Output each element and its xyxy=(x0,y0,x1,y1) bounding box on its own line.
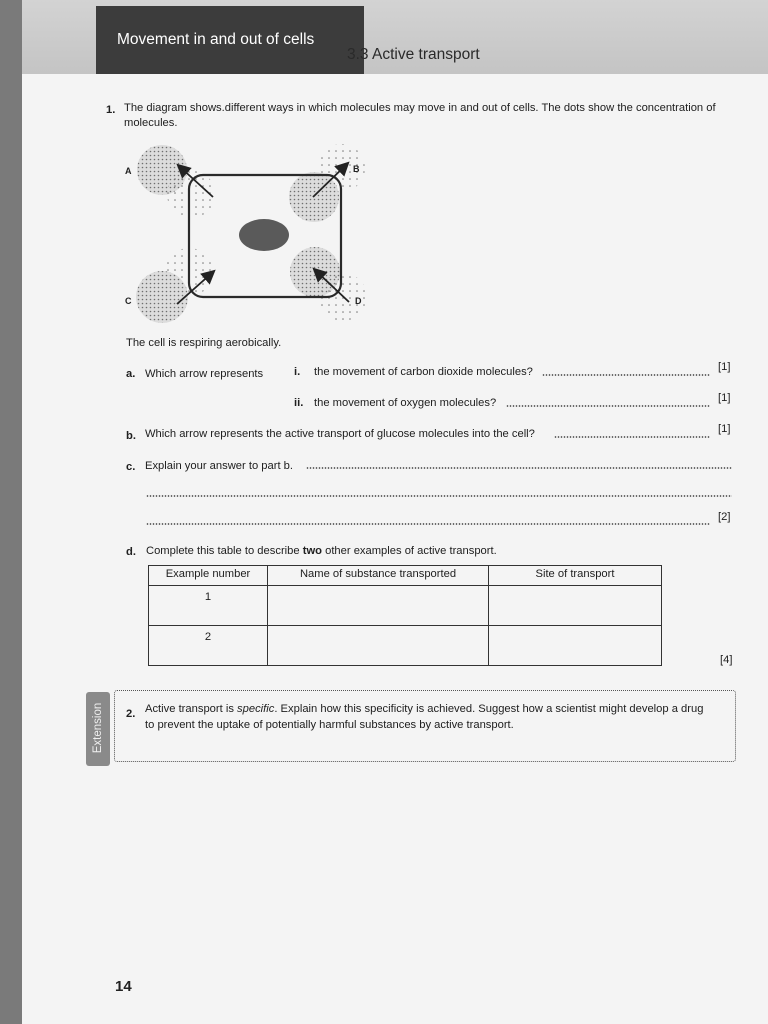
cell-diagram xyxy=(117,142,367,327)
label-a: A xyxy=(125,166,132,176)
part-c-text: Explain your answer to part b. xyxy=(145,460,293,472)
question-1-intro: The diagram shows.different ways in which molecules may move in and out of cells. The dots show the concentration of molecules. xyxy=(124,102,716,129)
part-d-text-after: other examples of active transport. xyxy=(321,545,497,557)
question-2-number: 2. xyxy=(126,708,136,720)
part-d-text-before: Complete this table to describe xyxy=(146,545,303,557)
question-1-number: 1. xyxy=(106,104,116,116)
answer-line-c-3[interactable] xyxy=(146,523,710,525)
part-a-prompt: Which arrow represents xyxy=(145,368,264,380)
worksheet-page xyxy=(22,0,768,1024)
extension-label: Extension xyxy=(92,702,104,754)
answer-line-c-1[interactable] xyxy=(306,467,732,469)
row-2-substance-cell[interactable] xyxy=(268,626,489,666)
table-header-row xyxy=(149,566,662,586)
marks-c: [2] xyxy=(718,511,731,523)
marks-a-ii: [1] xyxy=(718,392,731,404)
marks-d: [4] xyxy=(720,654,733,666)
row-1-example-number: 1 xyxy=(149,586,268,626)
row-2-site-cell[interactable] xyxy=(489,626,662,666)
page-number: 14 xyxy=(115,978,132,995)
dots-pattern-c xyxy=(136,271,188,323)
table-row xyxy=(149,586,662,626)
part-d-text-bold: two xyxy=(302,545,322,557)
chapter-title: Movement in and out of cells xyxy=(117,31,315,48)
part-a-i-text: the movement of carbon dioxide molecules? xyxy=(314,366,533,378)
section-title: 3.3 Active transport xyxy=(347,46,480,63)
header-site: Site of transport xyxy=(489,566,662,586)
question-2-text-italic: specific xyxy=(237,703,275,715)
question-2-text-after: . Explain how this specificity is achieved. Suggest how a scientist might develop a drug to prevent the uptake of potentially harmful substances by active transport. xyxy=(145,703,704,731)
part-b-text: Which arrow represents the active transport of glucose molecules into the cell? xyxy=(145,428,535,440)
row-1-site-cell[interactable] xyxy=(489,586,662,626)
answer-line-a-i[interactable] xyxy=(542,374,710,376)
respiration-statement: The cell is respiring aerobically. xyxy=(126,337,282,349)
question-2-text-before: Active transport is xyxy=(145,703,238,715)
marks-a-i: [1] xyxy=(718,361,731,373)
header-substance: Name of substance transported xyxy=(268,566,489,586)
header-example-number: Example number xyxy=(149,566,268,586)
part-a-ii-text: the movement of oxygen molecules? xyxy=(314,397,497,409)
part-d-text xyxy=(146,544,497,558)
row-1-substance-cell[interactable] xyxy=(268,586,489,626)
label-b: B xyxy=(353,164,360,174)
table-row xyxy=(149,626,662,666)
answer-line-a-ii[interactable] xyxy=(506,405,710,407)
book-binding-edge xyxy=(0,0,22,1024)
marks-b: [1] xyxy=(718,423,731,435)
active-transport-table xyxy=(148,565,662,666)
row-2-example-number: 2 xyxy=(149,626,268,666)
answer-line-c-2[interactable] xyxy=(146,495,732,497)
part-b-letter: b. xyxy=(126,430,136,442)
part-a-i-num: i. xyxy=(294,366,301,378)
answer-line-b[interactable] xyxy=(554,436,710,438)
part-a-ii-num: ii. xyxy=(294,397,304,409)
part-a-letter: a. xyxy=(126,368,136,380)
nucleus xyxy=(239,219,289,251)
part-c-letter: c. xyxy=(126,461,136,473)
question-2-text xyxy=(145,701,715,733)
part-d-letter: d. xyxy=(126,546,136,558)
label-d: D xyxy=(355,296,362,306)
label-c: C xyxy=(125,296,132,306)
